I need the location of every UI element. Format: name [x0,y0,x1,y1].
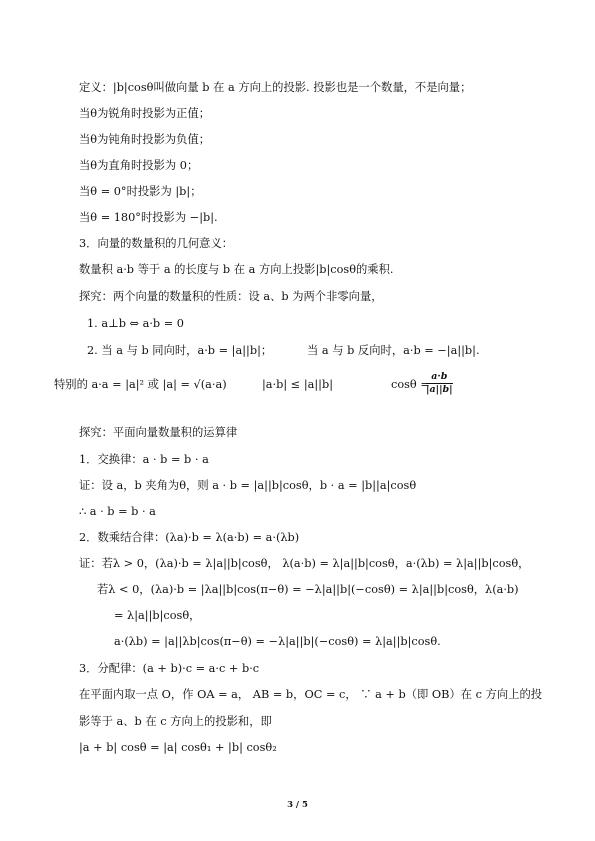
associative-law-line: 2．数乘结合律：(λa)·b = λ(a·b) = a·(λb) [79,531,300,544]
commutative-law-line: 1．交换律：a · b = b · a [79,453,209,466]
distributive-setup-cont: 影等于 a、b 在 c 方向上的投影和，即 [79,715,272,728]
operation-laws-heading: 探究：平面向量数量积的运算律 [79,426,238,439]
associative-proof-positive: 证：若λ > 0，(λa)·b = λ|a||b|cosθ， λ(a·b) = λ|a||b|cosθ，a·(λb) = λ|a||b|cosθ， [79,557,530,570]
zero-angle-line: 当θ = 0°时投影为 |b|； [79,185,202,198]
special-case-line [54,373,544,405]
cos-fraction [426,371,453,396]
right-angle-line: 当θ为直角时投影为 0； [79,159,199,172]
associative-proof-last: a·(λb) = |a||λb|cos(π−θ) = −λ|a||b|(−cosθ) = λ|a||b|cosθ. [114,635,441,648]
opposite-direction-text: 当 a 与 b 反向时，a·b = −|a||b|. [307,344,480,357]
distributive-setup-line: 在平面内取一点 O，作 OA = a， AB = b，OC = c， ∵ a + b（即 OB）在 c 方向上的投 [79,688,543,701]
definition-line: 定义：|b|cosθ叫做向量 b 在 a 方向上的投影. 投影也是一个数量，不是向量； [79,81,472,94]
fraction-denominator: |a||b| [426,384,453,395]
cos-formula-label: cosθ = [391,378,430,391]
section-3-heading: 3．向量的数量积的几何意义： [79,237,234,250]
projection-sum-formula: |a + b| cosθ = |a| cosθ₁ + |b| cosθ₂ [79,741,277,754]
same-direction-text: 2. 当 a 与 b 同向时，a·b = |a||b|； [87,344,273,357]
straight-angle-line: 当θ = 180°时投影为 −|b|. [79,211,218,224]
geometric-meaning-line: 数量积 a·b 等于 a 的长度与 b 在 a 方向上投影|b|cosθ的乘积. [79,263,394,276]
associative-proof-negative: 若λ < 0，(λa)·b = |λa||b|cos(π−θ) = −λ|a||b|(−cosθ) = λ|a||b|cosθ，λ(a·b) [97,583,519,596]
acute-angle-line: 当θ为锐角时投影为正值； [79,107,211,120]
cauchy-inequality: |a·b| ≤ |a||b| [262,378,334,391]
property-1-line: 1. a⊥b ⇔ a·b = 0 [87,317,184,330]
obtuse-angle-line: 当θ为钝角时投影为负值； [79,133,211,146]
associative-proof-negative-cont: = λ|a||b|cosθ， [114,609,201,622]
distributive-law-line: 3．分配律：(a + b)·c = a·c + b·c [79,662,260,675]
commutative-proof-line: 证：设 a，b 夹角为θ，则 a · b = |a||b|cosθ，b · a = |b||a|cosθ [79,479,417,492]
explore-properties-line: 探究：两个向量的数量积的性质：设 a、b 为两个非零向量， [79,290,383,303]
page-number: 3 / 5 [287,800,308,810]
commutative-conclusion-line: ∴ a · b = b · a [79,505,156,518]
norm-formula: 特别的 a·a = |a|² 或 |a| = √(a·a) [54,378,227,391]
fraction-numerator: a·b [426,371,453,384]
